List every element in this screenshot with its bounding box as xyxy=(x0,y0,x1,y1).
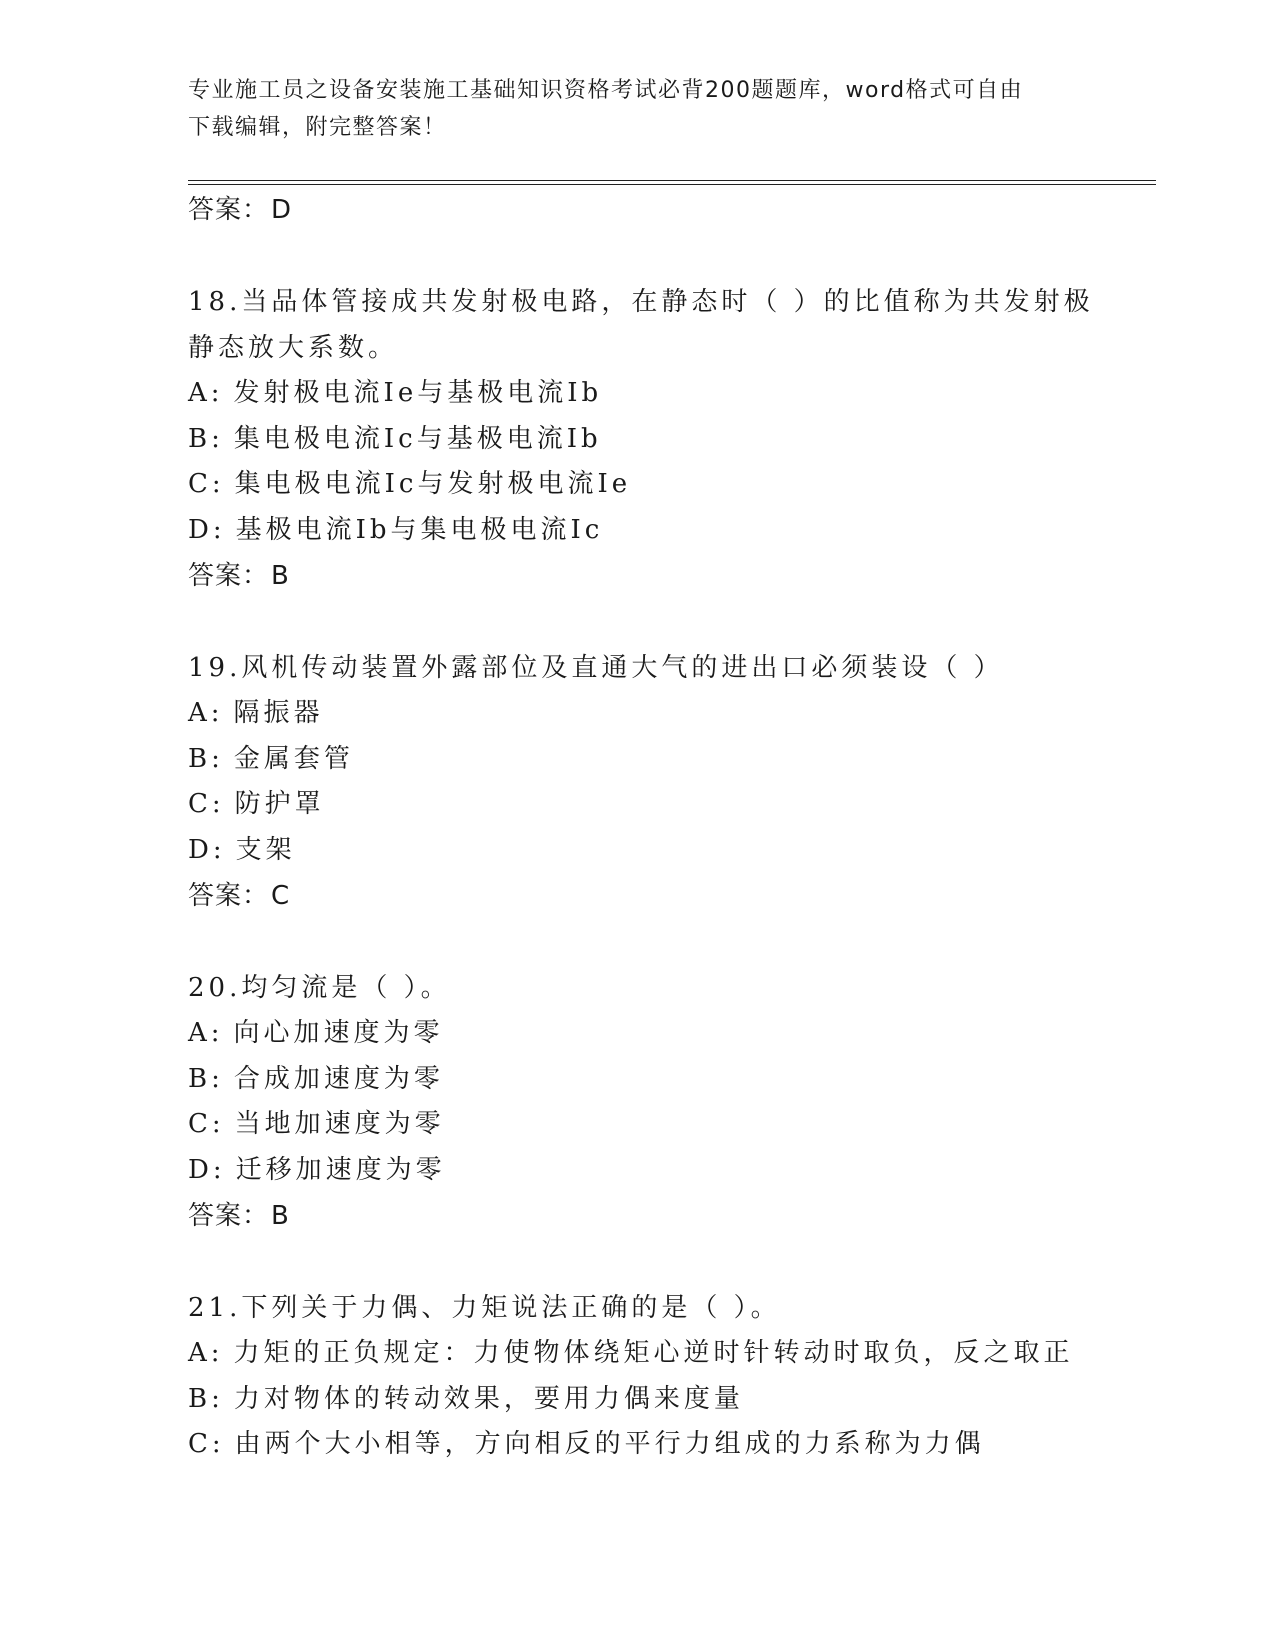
option-label: C: xyxy=(188,1429,225,1460)
option-label: B: xyxy=(188,1063,224,1094)
question-text: 20.均匀流是（ ）。 xyxy=(188,972,451,1003)
spacer xyxy=(188,919,1088,966)
option-c xyxy=(188,782,1088,828)
header-line-1: 专业施工员之设备安装施工基础知识资格考试必背200题题库，word格式可自由 xyxy=(188,78,1024,103)
option-label: D: xyxy=(188,514,226,545)
option-b xyxy=(188,417,1088,463)
option-text: 金属套管 xyxy=(233,743,354,774)
question-text: 19.风机传动装置外露部位及直通大气的进出口必须装设（ ） xyxy=(188,652,1004,683)
option-label: A: xyxy=(188,1338,224,1369)
answer-value: B xyxy=(271,560,290,591)
option-d xyxy=(188,828,1088,874)
question-text: 18.当品体管接成共发射极电路，在静态时（ ）的比值称为共发射极 xyxy=(188,287,1094,317)
header-divider-top xyxy=(188,180,1156,181)
option-text: 基极电流Ib与集电极电流Ic xyxy=(235,514,604,545)
question-list xyxy=(188,188,1094,1468)
option-text: 向心加速度为零 xyxy=(233,1018,444,1049)
answer-label: 答案： xyxy=(188,195,270,225)
option-b xyxy=(188,1057,1088,1103)
option-c xyxy=(188,1422,1088,1468)
answer-line xyxy=(188,874,1088,919)
option-label: A: xyxy=(188,1018,224,1049)
option-c xyxy=(188,462,1088,508)
option-b xyxy=(188,1377,1088,1423)
spacer xyxy=(188,233,1088,280)
option-label: B: xyxy=(188,423,224,454)
question-text: 21.下列关于力偶、力矩说法正确的是（ ）。 xyxy=(188,1292,781,1323)
option-text: 由两个大小相等，方向相反的平行力组成的力系称为力偶 xyxy=(234,1429,985,1460)
option-label: C: xyxy=(188,789,225,820)
question-block xyxy=(188,1286,1088,1468)
answer-line xyxy=(188,554,1088,599)
question-block xyxy=(188,966,1088,1239)
header-line-2: 下载编辑，附完整答案！ xyxy=(188,115,447,140)
question-block xyxy=(188,280,1094,599)
answer-line xyxy=(188,1194,1088,1239)
option-label: C: xyxy=(188,469,225,500)
option-label: D: xyxy=(188,834,226,865)
option-text: 合成加速度为零 xyxy=(233,1063,444,1094)
answer-label: 答案： xyxy=(188,560,270,591)
option-text: 防护罩 xyxy=(234,789,325,820)
option-label: D: xyxy=(188,1154,226,1185)
answer-line xyxy=(188,188,1088,233)
option-text: 集电极电流Ic与发射极电流Ie xyxy=(234,469,632,500)
answer-value: B xyxy=(271,1200,290,1231)
option-text: 迁移加速度为零 xyxy=(235,1154,446,1185)
spacer xyxy=(188,599,1088,646)
answer-label: 答案： xyxy=(188,880,270,911)
option-label: C: xyxy=(188,1109,225,1140)
option-label: A: xyxy=(188,698,224,729)
answer-value: D xyxy=(271,195,293,225)
document-header xyxy=(188,72,1088,146)
option-text: 当地加速度为零 xyxy=(234,1109,445,1140)
question-text: 静态放大系数。 xyxy=(188,332,399,363)
option-text: 力对物体的转动效果，要用力偶来度量 xyxy=(233,1383,744,1414)
option-c xyxy=(188,1102,1088,1148)
option-text: 隔振器 xyxy=(233,698,324,729)
question-block xyxy=(188,646,1088,919)
option-a xyxy=(188,691,1088,737)
option-label: B: xyxy=(188,1383,224,1414)
spacer xyxy=(188,1239,1088,1286)
option-text: 发射极电流Ie与基极电流Ib xyxy=(233,378,603,409)
option-b xyxy=(188,737,1088,783)
answer-label: 答案： xyxy=(188,1200,270,1231)
header-divider-bottom xyxy=(188,184,1156,185)
option-text: 支架 xyxy=(235,834,296,865)
option-text: 集电极电流Ic与基极电流Ib xyxy=(233,423,602,454)
answer-value: C xyxy=(271,880,291,911)
option-d xyxy=(188,1148,1088,1194)
option-label: B: xyxy=(188,743,224,774)
option-d xyxy=(188,508,1088,554)
option-text: 力矩的正负规定：力使物体绕矩心逆时针转动时取负，反之取正 xyxy=(233,1338,1074,1369)
option-a xyxy=(188,371,1088,417)
option-label: A: xyxy=(188,378,224,409)
option-a xyxy=(188,1331,1088,1377)
option-a xyxy=(188,1011,1088,1057)
